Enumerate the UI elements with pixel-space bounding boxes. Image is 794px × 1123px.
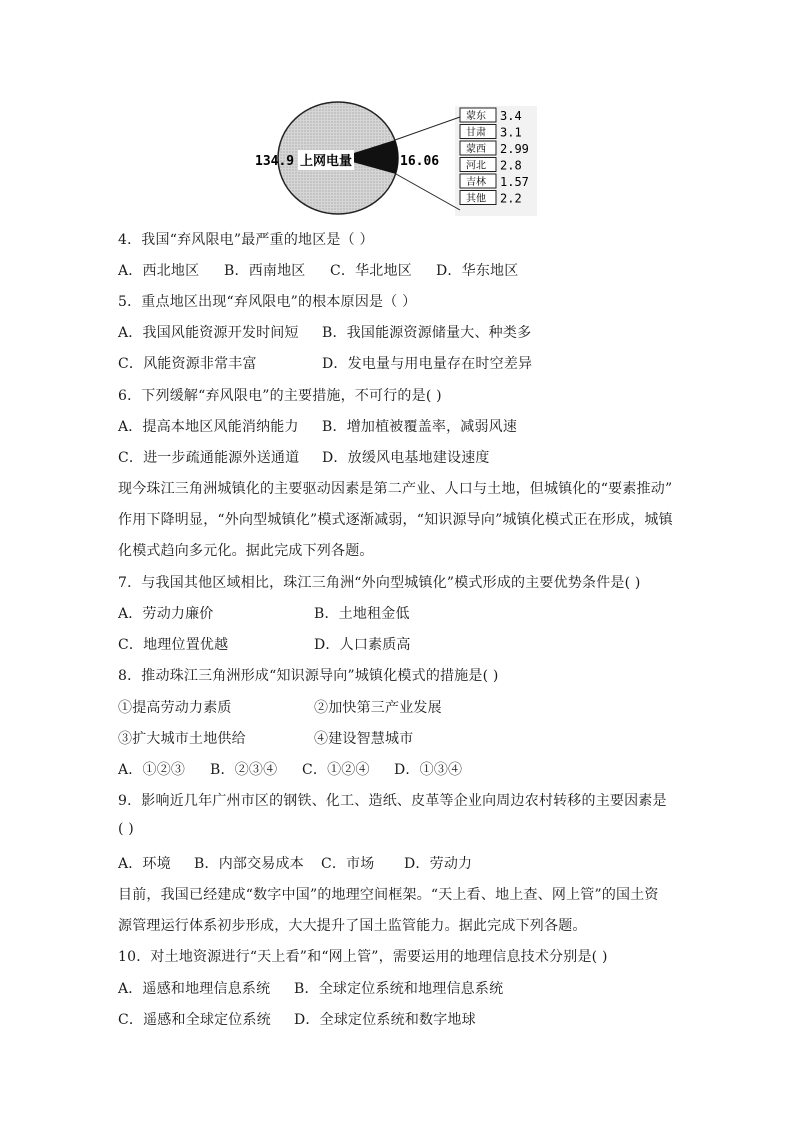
q4-stem: 4．我国“弃风限电”最严重的地区是（ ） [118,232,374,248]
q8-stem: 8．推动珠江三角洲形成“知识源导向”城镇化模式的措施是( ) [118,668,499,684]
q6-options-row2 [118,447,490,467]
q9-option-b[interactable]: B．内部交易成本 [194,856,304,872]
q10-option-c[interactable]: C．遥感和全球定位系统 [118,1012,271,1028]
q6-stem: 6．下列缓解“弃风限电”的主要措施，不可行的是( ) [118,388,442,404]
q8-options [118,759,462,779]
q4-option-b[interactable]: B．西南地区 [224,263,306,279]
q8-option-b[interactable]: B．②③④ [210,762,278,778]
q8-option-a[interactable]: A．①②③ [118,762,186,778]
q6-option-a[interactable]: A．提高本地区风能消纳能力 [118,419,299,435]
passage2-line2: 源管理运行体系初步形成，大大提升了国土监管能力。据此完成下列各题。 [118,918,587,934]
q6-option-b[interactable]: B．增加植被覆盖率，减弱风速 [322,419,518,435]
q8-option-c[interactable]: C．①②④ [302,762,370,778]
q9-option-d[interactable]: D．劳动力 [404,856,473,872]
q5-option-d[interactable]: D．发电量与用电量存在时空差异 [322,356,533,372]
legend-value: 2.99 [500,142,529,156]
wind-power-pie-figure [250,100,540,220]
q7-options-row2 [118,634,411,654]
q9-stem: 9．影响近几年广州市区的钢铁、化工、造纸、皮革等企业向周边农村转移的主要因素是 [118,793,667,809]
q7-options-row1 [118,603,410,623]
legend-region: 蒙西 [466,144,486,155]
center-label: 上网电量 [300,154,353,169]
q4-option-a[interactable]: A．西北地区 [118,263,200,279]
q6-option-c[interactable]: C．进一步疏通能源外送通道 [118,450,300,466]
legend-value: 1.57 [500,175,529,189]
q8-item-1: ①提高劳动力素质 [118,700,232,716]
legend-value: 2.8 [500,158,522,173]
q9-options [118,853,472,873]
q4-option-d[interactable]: D．华东地区 [436,263,519,279]
q10-option-b[interactable]: B．全球定位系统和地理信息系统 [294,981,504,997]
passage2-line1: 目前，我国已经建成“数字中国”的地理空间框架。“天上看、地上查、网上管”的国土资 [118,887,659,903]
legend-region: 甘肃 [466,127,486,139]
q9-option-a[interactable]: A．环境 [118,856,171,872]
q9-option-c[interactable]: C．市场 [321,856,375,872]
legend-region: 其他 [466,193,486,205]
q8-item-2: ②加快第三产业发展 [314,700,442,716]
q8-option-d[interactable]: D．①③④ [394,762,463,778]
q7-option-d[interactable]: D．人口素质高 [314,637,411,653]
q8-item-4: ④建设智慧城市 [314,731,414,747]
q7-option-b[interactable]: B．土地租金低 [314,606,410,622]
leader-line-bottom [396,174,460,210]
q8-items-row2 [118,728,413,748]
q10-options-row2 [118,1009,476,1029]
q4-options [118,260,518,280]
legend-value: 3.4 [500,109,522,123]
q9-stem-continued: ( ) [118,821,134,837]
q5-option-a[interactable]: A．我国风能资源开发时间短 [118,325,299,341]
q7-option-c[interactable]: C．地理位置优越 [118,637,229,653]
q10-stem: 10．对土地资源进行“天上看”和“网上管”，需要运用的地理信息技术分别是( ) [118,949,608,965]
left-value: 134.9 [255,154,295,169]
legend-value: 3.1 [500,125,522,140]
q8-item-3: ③扩大城市土地供给 [118,731,246,747]
q5-options-row1 [118,322,531,342]
q10-option-a[interactable]: A．遥感和地理信息系统 [118,981,271,997]
legend-region: 吉林 [466,177,486,188]
passage1-line2: 作用下降明显，“外向型城镇化”模式逐渐减弱，“知识源导向”城镇化模式正在形成，城镇 [118,512,673,528]
q5-options-row2 [118,353,532,373]
q6-options-row1 [118,416,517,436]
legend-value: 2.2 [500,191,522,206]
q10-options-row1 [118,978,503,998]
q5-option-b[interactable]: B．我国能源资源储量大、种类多 [322,325,532,341]
legend-region: 河北 [466,160,486,172]
q6-option-d[interactable]: D．放缓风电基地建设速度 [322,450,490,466]
q10-option-d[interactable]: D．全球定位系统和数字地球 [294,1012,476,1028]
legend-region: 蒙东 [466,111,486,122]
q8-items-row1 [118,697,442,717]
passage1-line1: 现今珠江三角洲城镇化的主要驱动因素是第二产业、人口与土地，但城镇化的“要素推动” [118,481,673,497]
passage1-line3: 化模式趋向多元化。据此完成下列各题。 [118,543,374,559]
q7-stem: 7．与我国其他区域相比，珠江三角洲“外向型城镇化”模式形成的主要优势条件是( ) [118,575,641,591]
leader-line-top [395,117,460,140]
q5-stem: 5．重点地区出现“弃风限电”的根本原因是（ ） [118,294,417,310]
q5-option-c[interactable]: C．风能资源非常丰富 [118,356,257,372]
q7-option-a[interactable]: A．劳动力廉价 [118,606,214,622]
slice-value: 16.06 [400,154,440,169]
q4-option-c[interactable]: C．华北地区 [330,263,412,279]
